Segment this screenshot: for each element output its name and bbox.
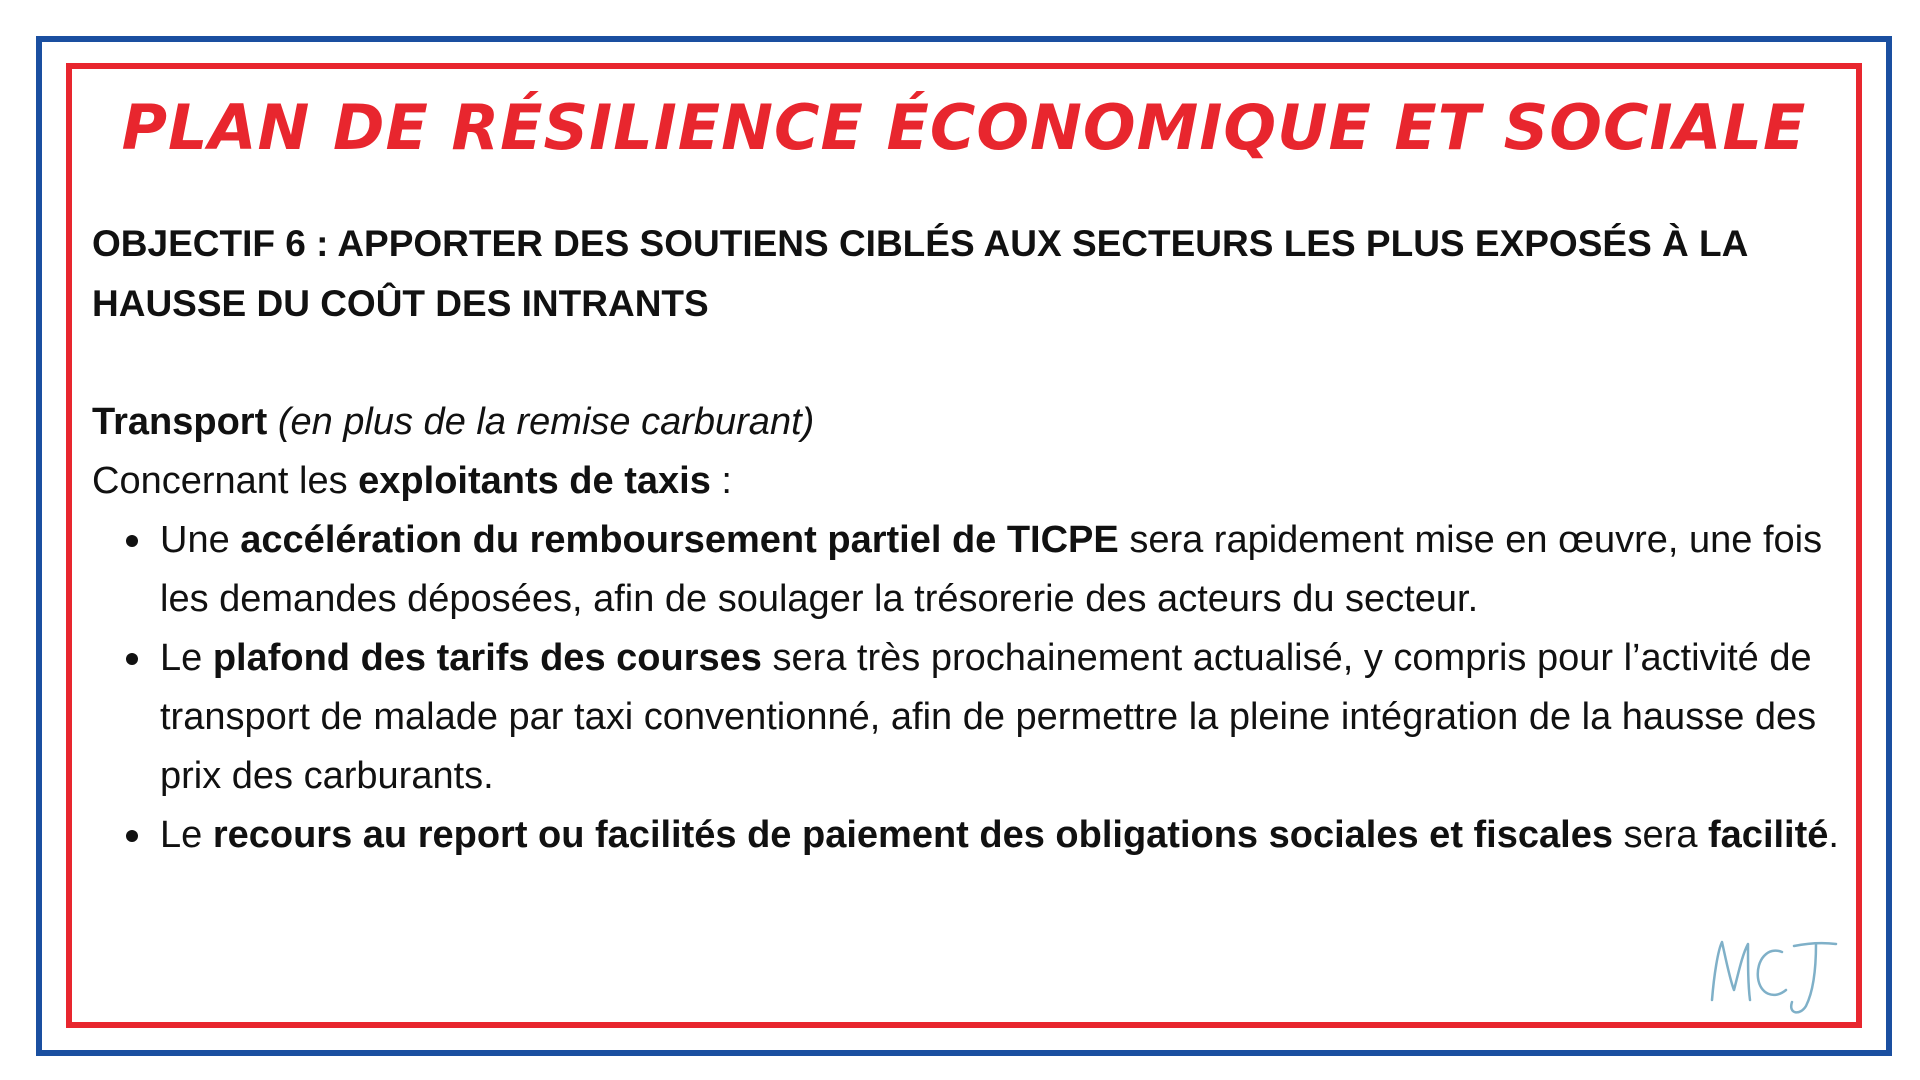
list-item — [92, 511, 1852, 629]
section-title: Transport — [92, 401, 268, 443]
bullet-icon — [126, 830, 138, 842]
section-intro — [92, 452, 1852, 511]
bullet-post: sera rapidement mise en œuvre, une fois les demandes déposées, afin de soulager la trésorerie des acteurs du secteur. — [160, 519, 1823, 620]
page-title: PLAN DE RÉSILIENCE ÉCONOMIQUE ET SOCIALE — [121, 91, 1807, 164]
intro-suffix: : — [710, 460, 732, 502]
bullet-bold-2: facilité — [1708, 814, 1829, 856]
bullet-mid: sera — [1612, 814, 1709, 856]
signature-logo — [1704, 930, 1844, 1020]
list-item — [92, 629, 1852, 806]
section-heading — [92, 393, 1852, 452]
bullet-pre: Le — [160, 637, 213, 679]
document-body — [92, 214, 1852, 865]
intro-bold: exploitants de taxis — [358, 460, 711, 502]
section-note: (en plus de la remise carburant) — [277, 401, 815, 443]
bullet-icon — [126, 535, 138, 547]
bullet-bold: accélération du remboursement partiel de TICPE — [240, 519, 1119, 561]
bullet-icon — [126, 653, 138, 665]
list-item — [92, 806, 1852, 865]
bullet-post: . — [1828, 814, 1839, 856]
objective-heading: OBJECTIF 6 : APPORTER DES SOUTIENS CIBLÉS AUX SECTEURS LES PLUS EXPOSÉS À LA HAUSSE DU COÛT DES INTRANTS — [92, 223, 1747, 324]
bullet-bold: plafond des tarifs des courses — [212, 637, 762, 679]
bullet-post: sera très prochainement actualisé, y compris pour l’activité de transport de malade par taxi conventionné, afin de permettre la pleine intégration de la hausse des prix des carburants. — [160, 637, 1817, 797]
intro-prefix: Concernant les — [92, 460, 359, 502]
bullet-pre: Une — [160, 519, 241, 561]
bullet-pre: Le — [160, 814, 213, 856]
measures-list — [92, 511, 1852, 865]
bullet-bold: recours au report ou facilités de paiement des obligations sociales et fiscales — [212, 814, 1613, 856]
